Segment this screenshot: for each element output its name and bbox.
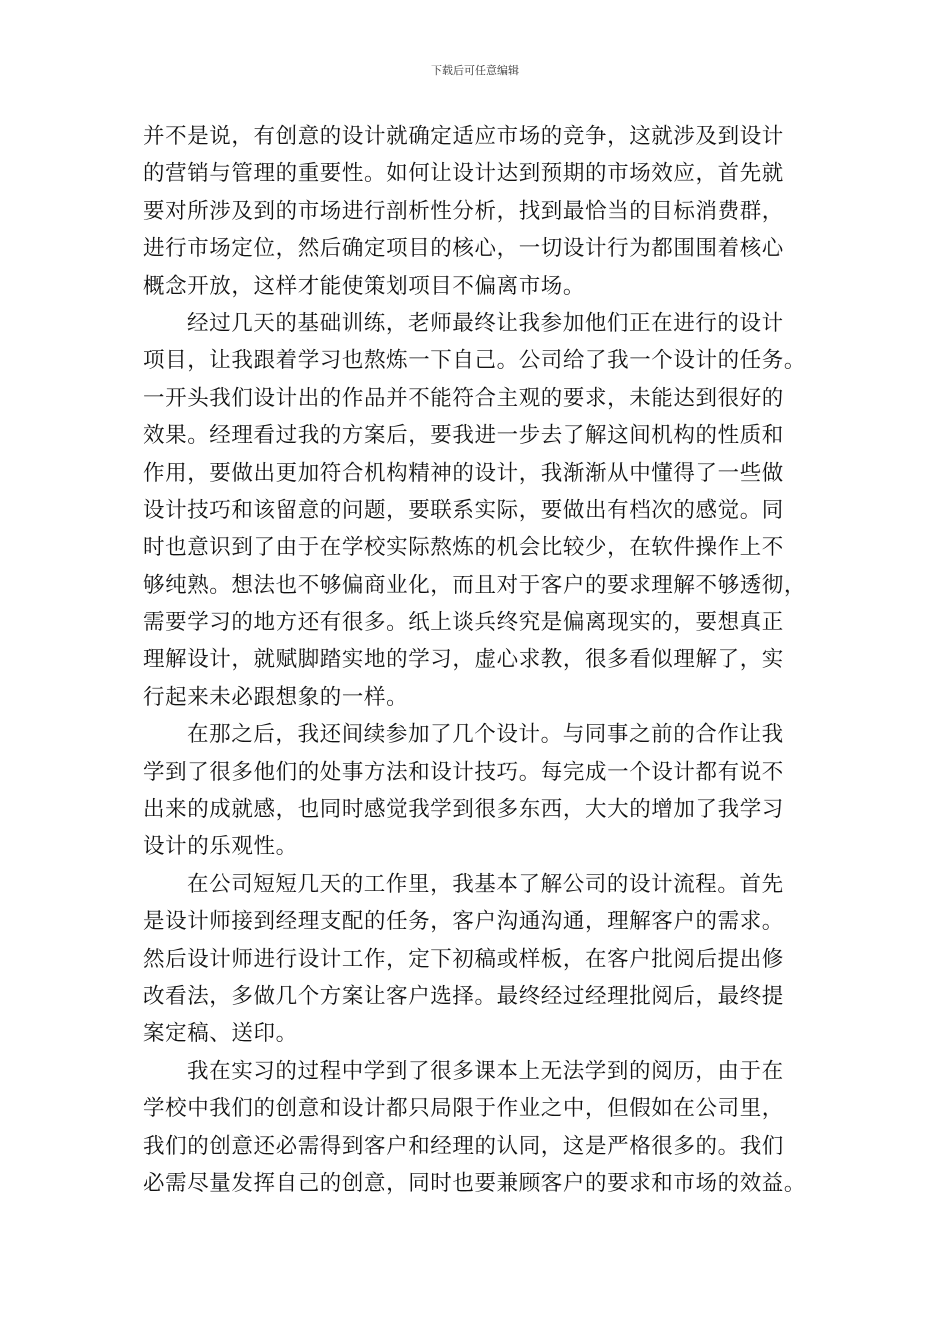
text-line: 理解设计，就赋脚踏实地的学习，虚心求教，很多看似理解了，实 bbox=[143, 647, 784, 673]
text-line: 时也意识到了由于在学校实际熬炼的机会比较少，在软件操作上不 bbox=[143, 535, 784, 561]
text-line: 需要学习的地方还有很多。纸上谈兵终究是偏离现实的，要想真正 bbox=[143, 610, 784, 636]
text-line: 作用，要做出更加符合机构精神的设计，我渐渐从中懂得了一些做 bbox=[143, 460, 784, 486]
page-header: 下载后可任意编辑 bbox=[431, 64, 519, 77]
text-line: 出来的成就感，也同时感觉我学到很多东西，大大的增加了我学习 bbox=[143, 797, 784, 823]
text-line: 要对所涉及到的市场进行剖析性分析，找到最恰当的目标消费群， bbox=[143, 198, 784, 224]
paragraph-2 bbox=[143, 305, 833, 716]
text-line: 案定稿、送印。 bbox=[143, 1021, 298, 1047]
text-line: 在公司短短几天的工作里，我基本了解公司的设计流程。首先 bbox=[187, 871, 784, 897]
text-line: 必需尽量发挥自己的创意，同时也要兼顾客户的要求和市场的效益。 bbox=[143, 1170, 807, 1196]
text-line: 效果。经理看过我的方案后，要我进一步去了解这间机构的性质和 bbox=[143, 423, 784, 449]
text-line: 一开头我们设计出的作品并不能符合主观的要求，未能达到很好的 bbox=[143, 385, 784, 411]
text-line: 改看法，多做几个方案让客户选择。最终经过经理批阅后，最终提 bbox=[143, 983, 784, 1009]
paragraph-5 bbox=[143, 1053, 833, 1203]
text-line: 设计技巧和该留意的问题，要联系实际，要做出有档次的感觉。同 bbox=[143, 497, 784, 523]
text-line: 然后设计师进行设计工作，定下初稿或样板，在客户批阅后提出修 bbox=[143, 946, 784, 972]
text-line: 项目，让我跟着学习也熬炼一下自己。公司给了我一个设计的任务。 bbox=[143, 348, 807, 374]
paragraph-1 bbox=[143, 118, 833, 305]
paragraph-4 bbox=[143, 866, 833, 1053]
text-line: 是设计师接到经理支配的任务，客户沟通沟通，理解客户的需求。 bbox=[143, 909, 784, 935]
text-line: 进行市场定位，然后确定项目的核心，一切设计行为都围围着核心 bbox=[143, 236, 784, 262]
text-line: 概念开放，这样才能使策划项目不偏离市场。 bbox=[143, 273, 586, 299]
text-line: 在那之后，我还间续参加了几个设计。与同事之前的合作让我 bbox=[187, 722, 784, 748]
text-line: 并不是说，有创意的设计就确定适应市场的竞争，这就涉及到设计 bbox=[143, 124, 784, 149]
text-line: 学校中我们的创意和设计都只局限于作业之中，但假如在公司里， bbox=[143, 1096, 784, 1122]
text-line: 学到了很多他们的处事方法和设计技巧。每完成一个设计都有说不 bbox=[143, 759, 784, 785]
text-line: 够纯熟。想法也不够偏商业化，而且对于客户的要求理解不够透彻， bbox=[143, 572, 807, 598]
text-line: 经过几天的基础训练，老师最终让我参加他们正在进行的设计 bbox=[187, 310, 784, 336]
paragraph-3 bbox=[143, 716, 833, 866]
text-line: 设计的乐观性。 bbox=[143, 834, 298, 860]
document-body bbox=[143, 118, 833, 1202]
text-line: 我们的创意还必需得到客户和经理的认同，这是严格很多的。我们 bbox=[143, 1133, 784, 1159]
text-line: 行起来未必跟想象的一样。 bbox=[143, 684, 409, 710]
text-line: 我在实习的过程中学到了很多课本上无法学到的阅历，由于在 bbox=[187, 1058, 784, 1084]
text-line: 的营销与管理的重要性。如何让设计达到预期的市场效应，首先就 bbox=[143, 161, 784, 187]
